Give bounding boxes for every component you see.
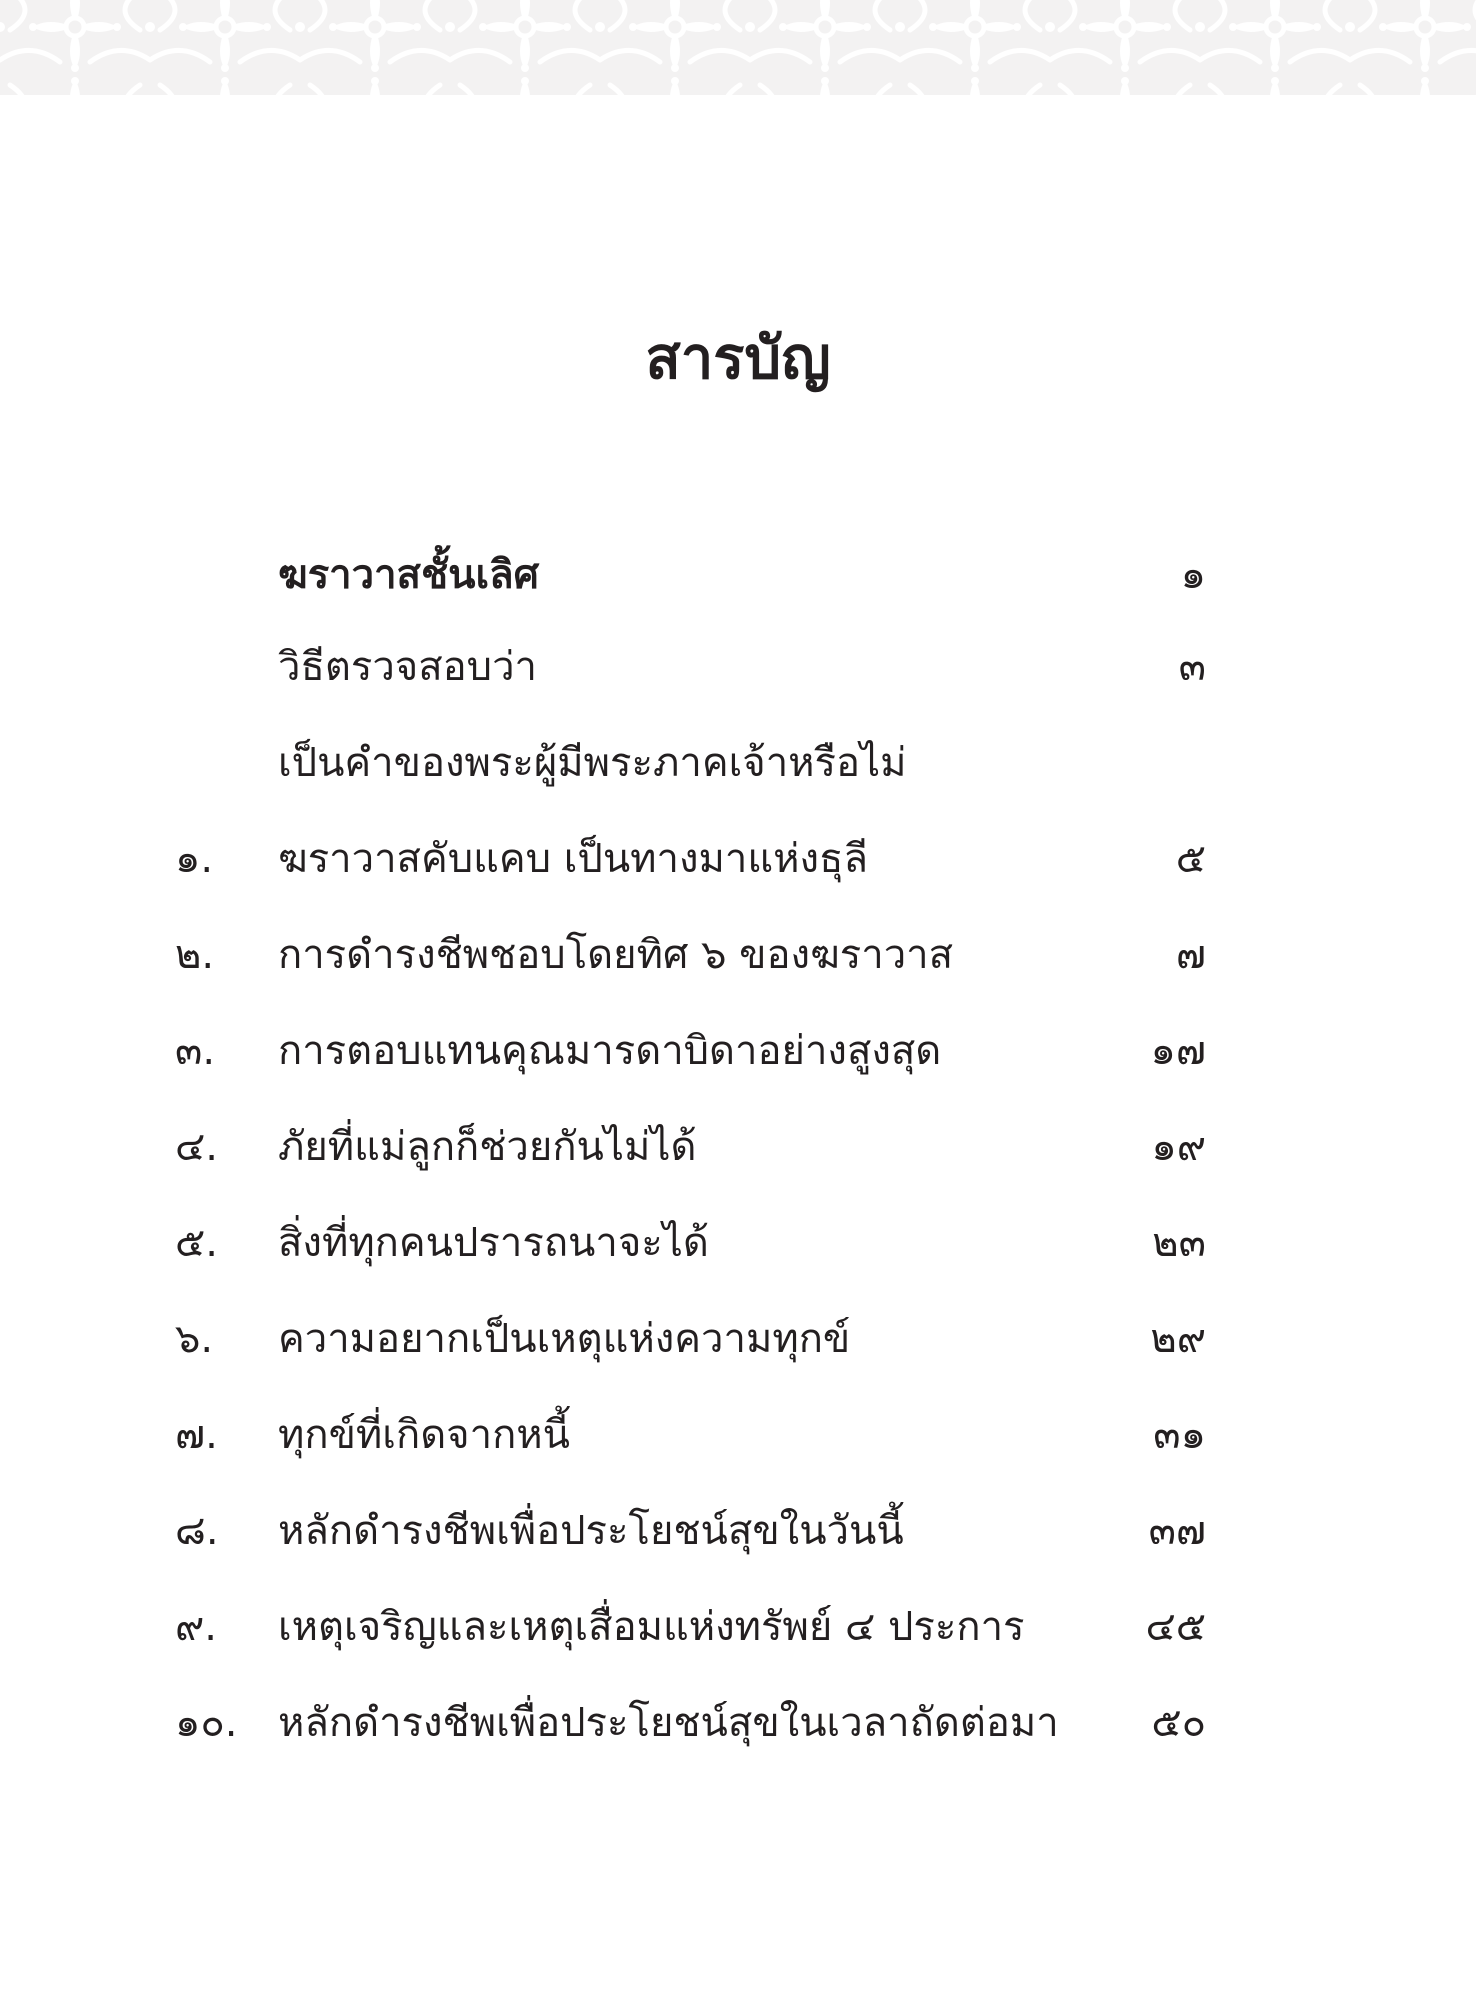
toc-entry-title: วิธีตรวจสอบว่า: [278, 644, 537, 690]
toc-entry-page-number: ๑๗: [1150, 1028, 1206, 1074]
toc-entry: [0, 920, 1476, 990]
decorative-header-band: [0, 0, 1476, 95]
toc-entry-title: หลักดำรงชีพเพื่อประโยชน์สุขในเวลาถัดต่อมา: [278, 1700, 1059, 1746]
toc-entry-title: สิ่งที่ทุกคนปรารถนาจะได้: [278, 1220, 709, 1266]
toc-entry-number: ๑๐.: [175, 1700, 238, 1746]
toc-entry: [0, 1400, 1476, 1470]
toc-entry-number: ๒.: [175, 932, 215, 978]
toc-entry-page-number: ๑๙: [1151, 1124, 1206, 1170]
toc-entry-title: เหตุเจริญและเหตุเสื่อมแห่งทรัพย์ ๔ ประการ: [278, 1604, 1025, 1650]
toc-entry-title: การดำรงชีพชอบโดยทิศ ๖ ของฆราวาส: [278, 932, 954, 978]
toc-entry-page-number: ๔๕: [1145, 1604, 1206, 1650]
toc-entry-title: ฆราวาสชั้นเลิศ: [278, 552, 540, 598]
toc-entry-number: ๕.: [175, 1220, 218, 1266]
toc-entry-page-number: ๓๗: [1148, 1508, 1206, 1554]
toc-entry-title: ฆราวาสคับแคบ เป็นทางมาแห่งธุลี: [278, 836, 868, 882]
toc-entry: [0, 1592, 1476, 1662]
toc-entry-number: ๓.: [175, 1028, 216, 1074]
toc-entry-title: หลักดำรงชีพเพื่อประโยชน์สุขในวันนี้: [278, 1508, 904, 1554]
toc-entry-page-number: ๑: [1180, 552, 1206, 598]
toc-entry: [0, 728, 1476, 798]
toc-entry-page-number: ๕: [1175, 836, 1206, 882]
toc-entry-page-number: ๒๓: [1152, 1220, 1206, 1266]
floral-pattern-icon: [0, 0, 1476, 95]
page-title: สารบัญ: [645, 324, 831, 392]
toc-entry: [0, 1496, 1476, 1566]
toc-entry: [0, 540, 1476, 610]
toc-entry-page-number: ๕๐: [1151, 1700, 1206, 1746]
toc-entry-page-number: ๓๑: [1153, 1412, 1206, 1458]
toc-entry-number: ๗.: [175, 1412, 218, 1458]
toc-entry-title: เป็นคำของพระผู้มีพระภาคเจ้าหรือไม่: [278, 740, 907, 786]
toc-entry: [0, 1208, 1476, 1278]
toc-entry-page-number: ๓: [1178, 644, 1206, 690]
toc-entry-number: ๙.: [175, 1604, 218, 1650]
toc-entry-title: ความอยากเป็นเหตุแห่งความทุกข์: [278, 1316, 851, 1362]
toc-entry: [0, 1304, 1476, 1374]
toc-entry: [0, 1112, 1476, 1182]
toc-entry-number: ๖.: [175, 1316, 214, 1362]
toc-entry-title: การตอบแทนคุณมารดาบิดาอย่างสูงสุด: [278, 1028, 942, 1074]
toc-entry-page-number: ๗: [1175, 932, 1206, 978]
toc-entry: [0, 632, 1476, 702]
toc-entry-number: ๘.: [175, 1508, 219, 1554]
toc-entry-number: ๔.: [175, 1124, 218, 1170]
toc-entry-page-number: ๒๙: [1150, 1316, 1206, 1362]
toc-entry: [0, 824, 1476, 894]
toc-entry-number: ๑.: [175, 836, 214, 882]
toc-entry-title: ทุกข์ที่เกิดจากหนี้: [278, 1412, 570, 1458]
toc-entry-title: ภัยที่แม่ลูกก็ช่วยกันไม่ได้: [278, 1124, 697, 1170]
toc-entry: [0, 1016, 1476, 1086]
toc-entry: [0, 1688, 1476, 1758]
